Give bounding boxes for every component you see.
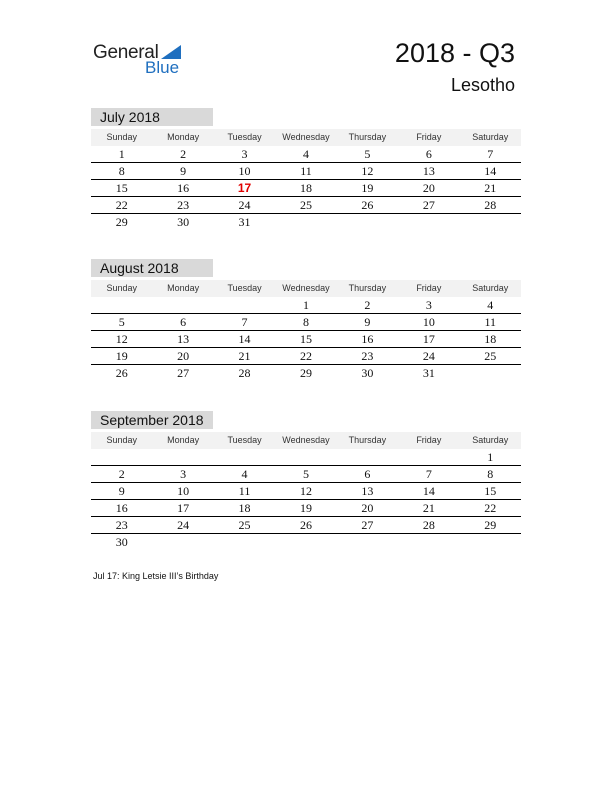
day-cell: 22: [115, 198, 128, 212]
day-cell: 16: [115, 501, 128, 515]
week-row: [91, 214, 521, 230]
day-cell: 24: [238, 198, 251, 212]
day-cell: 10: [422, 315, 435, 329]
weekday-label: Monday: [167, 132, 200, 142]
day-cell: 15: [299, 332, 312, 346]
day-cell: 28: [484, 198, 497, 212]
day-cell: 23: [115, 518, 128, 532]
day-cell: 1: [302, 298, 309, 312]
weekday-label: Saturday: [472, 435, 509, 445]
day-cell: 19: [361, 181, 374, 195]
day-cell: 24: [422, 349, 435, 363]
day-cell: 26: [299, 518, 312, 532]
day-cell: 29: [299, 366, 312, 380]
day-cell: 6: [425, 147, 432, 161]
day-cell: 21: [484, 181, 497, 195]
day-cell: 12: [361, 164, 374, 178]
day-cell: 20: [422, 181, 435, 195]
logo-text-general: General: [93, 42, 159, 63]
week-row: [91, 466, 521, 483]
day-cell: 19: [299, 501, 312, 515]
day-cell: 5: [364, 147, 371, 161]
day-cell: 8: [487, 467, 494, 481]
day-cell: 18: [238, 501, 251, 515]
day-cell: [214, 534, 275, 550]
holiday-note: Jul 17: King Letsie III’s Birthday: [93, 571, 219, 581]
day-cell: 18: [299, 181, 312, 195]
day-cell: 23: [361, 349, 374, 363]
week-row: [91, 534, 521, 550]
day-cell: 13: [177, 332, 190, 346]
week-row: [91, 365, 521, 381]
day-cell: 29: [115, 215, 128, 229]
day-cell: [398, 534, 459, 550]
week-row: [91, 314, 521, 331]
day-cell: 8: [118, 164, 125, 178]
weekday-label: Thursday: [348, 283, 387, 293]
weekday-label: Friday: [416, 132, 442, 142]
day-cell: 4: [241, 467, 248, 481]
day-cell: 10: [238, 164, 251, 178]
day-cell: 8: [302, 315, 309, 329]
day-cell: 18: [484, 332, 497, 346]
day-cell: 7: [487, 147, 494, 161]
day-cell: 16: [177, 181, 190, 195]
day-cell: 14: [484, 164, 497, 178]
day-cell: [91, 449, 152, 465]
day-cell: 12: [299, 484, 312, 498]
day-cell: 5: [118, 315, 125, 329]
weekday-header-row: [91, 432, 521, 449]
weekday-label: Wednesday: [282, 283, 330, 293]
day-cell: 15: [115, 181, 128, 195]
day-cell: 26: [115, 366, 128, 380]
week-row: [91, 348, 521, 365]
week-row: [91, 197, 521, 214]
day-cell: 1: [118, 147, 125, 161]
day-cell: 31: [422, 366, 435, 380]
month-title: August 2018: [91, 259, 213, 277]
weekday-label: Monday: [167, 435, 200, 445]
week-row: [91, 146, 521, 163]
day-cell: 27: [177, 366, 190, 380]
day-cell: 6: [364, 467, 371, 481]
day-cell: 30: [115, 535, 128, 549]
day-cell: 14: [238, 332, 251, 346]
weekday-label: Sunday: [106, 283, 137, 293]
day-cell: 23: [177, 198, 190, 212]
day-cell: 17: [237, 181, 252, 195]
day-cell: 28: [238, 366, 251, 380]
day-cell: 13: [422, 164, 435, 178]
day-cell: 9: [180, 164, 187, 178]
day-cell: 30: [361, 366, 374, 380]
day-cell: 27: [361, 518, 374, 532]
day-cell: 4: [487, 298, 494, 312]
day-cell: 7: [241, 315, 248, 329]
day-cell: [398, 214, 459, 230]
weekday-label: Sunday: [106, 435, 137, 445]
day-cell: 16: [361, 332, 374, 346]
logo-text-blue: Blue: [145, 58, 180, 77]
day-cell: 20: [177, 349, 190, 363]
day-cell: 28: [422, 518, 435, 532]
day-cell: 5: [302, 467, 309, 481]
weekday-label: Friday: [416, 435, 442, 445]
day-cell: 3: [241, 147, 248, 161]
day-cell: [460, 214, 521, 230]
weekday-label: Tuesday: [227, 283, 262, 293]
day-cell: 21: [238, 349, 251, 363]
day-cell: 11: [484, 315, 497, 329]
week-row: [91, 297, 521, 314]
day-cell: 25: [484, 349, 497, 363]
month-block-july: [91, 108, 521, 230]
page-title: 2018 - Q3: [394, 38, 515, 68]
day-cell: [214, 449, 275, 465]
day-cell: 2: [118, 467, 125, 481]
day-cell: 14: [422, 484, 435, 498]
day-cell: [398, 449, 459, 465]
day-cell: 12: [115, 332, 128, 346]
day-cell: [152, 449, 213, 465]
day-cell: [91, 297, 152, 313]
day-cell: 25: [299, 198, 312, 212]
day-cell: 2: [180, 147, 187, 161]
day-cell: [275, 449, 336, 465]
weekday-label: Thursday: [348, 132, 387, 142]
logo-triangle-icon: [161, 45, 181, 59]
day-cell: [152, 534, 213, 550]
day-cell: 9: [364, 315, 371, 329]
day-cell: 22: [484, 501, 497, 515]
day-cell: 9: [118, 484, 125, 498]
day-cell: [214, 297, 275, 313]
day-cell: [460, 534, 521, 550]
day-cell: 4: [302, 147, 309, 161]
week-row: [91, 517, 521, 534]
month-block-august: [91, 259, 521, 381]
day-cell: 1: [487, 450, 494, 464]
week-row: [91, 500, 521, 517]
day-cell: 26: [361, 198, 374, 212]
weekday-header-row: [91, 129, 521, 146]
weekday-label: Wednesday: [282, 132, 330, 142]
day-cell: [460, 365, 521, 381]
day-cell: 31: [238, 215, 251, 229]
week-row: [91, 449, 521, 466]
day-cell: 11: [238, 484, 251, 498]
weekday-label: Saturday: [472, 283, 509, 293]
month-block-september: [91, 411, 521, 550]
day-cell: [337, 449, 398, 465]
generalblue-logo: [93, 40, 203, 80]
week-row: [91, 180, 521, 197]
day-cell: 6: [180, 315, 187, 329]
day-cell: [152, 297, 213, 313]
day-cell: 27: [422, 198, 435, 212]
month-title: July 2018: [91, 108, 213, 126]
day-cell: 29: [484, 518, 497, 532]
weekday-label: Friday: [416, 283, 442, 293]
country-name: Lesotho: [450, 75, 515, 95]
day-cell: 3: [425, 298, 432, 312]
day-cell: [337, 214, 398, 230]
weekday-label: Wednesday: [282, 435, 330, 445]
day-cell: 20: [361, 501, 374, 515]
week-row: [91, 331, 521, 348]
day-cell: 21: [422, 501, 435, 515]
weekday-label: Monday: [167, 283, 200, 293]
weekday-header-row: [91, 280, 521, 297]
weekday-label: Sunday: [106, 132, 137, 142]
day-cell: [275, 534, 336, 550]
weekday-label: Tuesday: [227, 435, 262, 445]
day-cell: 7: [425, 467, 432, 481]
day-cell: 13: [361, 484, 374, 498]
day-cell: 3: [180, 467, 187, 481]
day-cell: 11: [300, 164, 312, 178]
day-cell: 17: [177, 501, 190, 515]
day-cell: 24: [177, 518, 190, 532]
day-cell: 17: [422, 332, 435, 346]
day-cell: 19: [115, 349, 128, 363]
weekday-label: Saturday: [472, 132, 509, 142]
day-cell: [275, 214, 336, 230]
day-cell: 25: [238, 518, 251, 532]
day-cell: 30: [177, 215, 190, 229]
day-cell: 10: [177, 484, 190, 498]
weekday-label: Thursday: [348, 435, 387, 445]
month-title: September 2018: [91, 411, 213, 429]
week-row: [91, 483, 521, 500]
weekday-label: Tuesday: [227, 132, 262, 142]
day-cell: 15: [484, 484, 497, 498]
week-row: [91, 163, 521, 180]
day-cell: 22: [299, 349, 312, 363]
day-cell: 2: [364, 298, 371, 312]
day-cell: [337, 534, 398, 550]
